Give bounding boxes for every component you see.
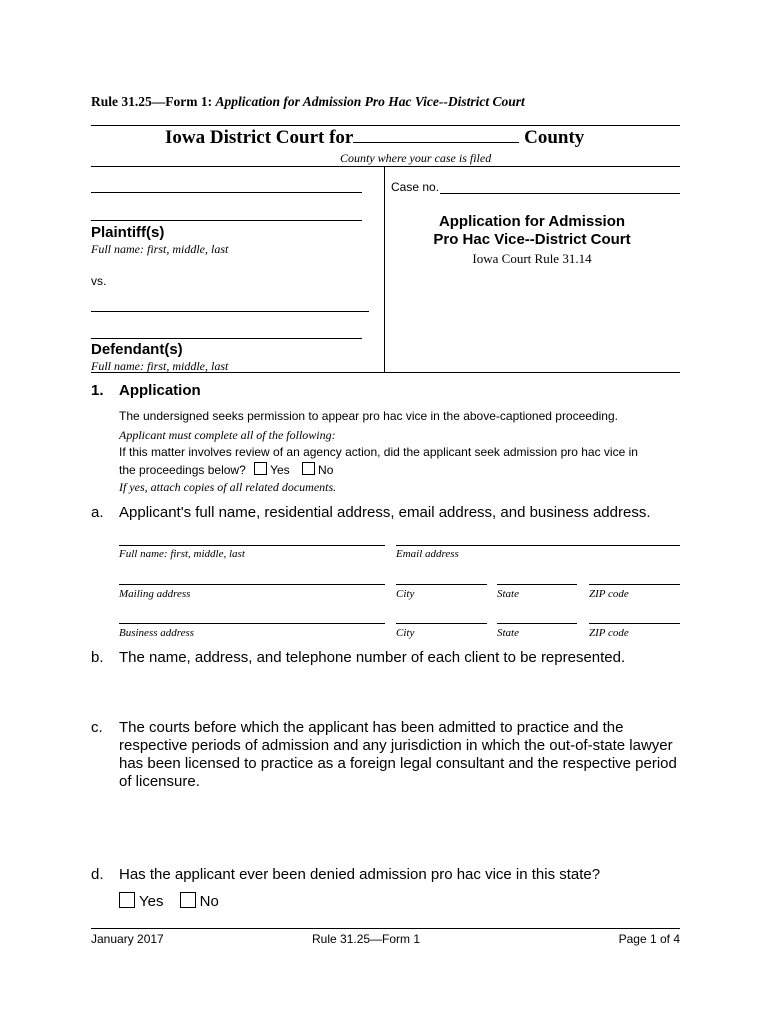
plaintiff-line-1[interactable] (91, 192, 362, 193)
plaintiff-hint: Full name: first, middle, last (91, 242, 229, 256)
agency-no-label: No (318, 463, 334, 477)
agency-yes-checkbox[interactable] (254, 462, 267, 475)
attach-note: If yes, attach copies of all related documents. (119, 480, 337, 494)
court-suffix: County (524, 127, 585, 148)
title-block (384, 213, 680, 249)
item-d-text: Has the applicant ever been denied admission pro hac vice in this state? (119, 866, 601, 883)
email-input[interactable] (396, 545, 680, 546)
mailing-address-input[interactable] (119, 584, 385, 585)
full-name-input[interactable] (119, 545, 385, 546)
rule-header (91, 94, 525, 110)
business-address-label: Business address (119, 627, 195, 639)
must-complete-note: Applicant must complete all of the following: (119, 428, 336, 442)
city-input-2[interactable] (396, 623, 487, 624)
state-label-2: State (497, 627, 519, 639)
section-number: 1. (91, 382, 104, 399)
footer-date: January 2017 (91, 932, 164, 946)
mailing-address-label: Mailing address (119, 588, 191, 600)
defendant-hint: Full name: first, middle, last (91, 359, 229, 373)
zip-label-2: ZIP code (589, 627, 629, 639)
plaintiff-line-2[interactable] (91, 220, 362, 221)
header-divider (91, 125, 680, 126)
defendant-label: Defendant(s) (91, 341, 183, 358)
case-number-input[interactable] (440, 193, 680, 194)
defendant-line-2[interactable] (91, 338, 362, 339)
zip-label-1: ZIP code (589, 588, 629, 600)
court-prefix: Iowa District Court for (165, 127, 354, 148)
footer-page-number: Page 1 of 4 (618, 932, 680, 946)
denied-no-label: No (199, 893, 219, 910)
title-line-1: Application for Admission (438, 213, 626, 230)
denied-options (119, 892, 219, 910)
county-input[interactable] (353, 127, 519, 143)
state-input-1[interactable] (497, 584, 577, 585)
caption-top-divider (91, 166, 680, 167)
defendant-line-1[interactable] (91, 311, 369, 312)
denied-yes-checkbox[interactable] (119, 892, 135, 908)
footer-form: Rule 31.25—Form 1 (312, 932, 421, 946)
business-address-input[interactable] (119, 623, 385, 624)
agency-no-checkbox[interactable] (302, 462, 315, 475)
zip-input-1[interactable] (589, 584, 680, 585)
intro-text: The undersigned seeks permission to appear pro hac vice in the above-captioned proceeding. (119, 409, 618, 423)
state-label-1: State (497, 588, 519, 600)
city-input-1[interactable] (396, 584, 487, 585)
agency-question-text: the proceedings below? (119, 463, 246, 477)
city-label-2: City (396, 627, 415, 639)
item-a-text: Applicant's full name, residential address, email address, and business address. (119, 504, 651, 521)
agency-yes-label: Yes (270, 463, 290, 477)
denied-yes-label: Yes (139, 893, 164, 910)
title-line-2: Pro Hac Vice--District Court (433, 231, 631, 248)
item-c-text: The courts before which the applicant has been admitted to practice and the respective periods of admission and any jurisdiction in which the out-of-state lawyer has been licensed to practice as a foreign legal consultant and the respective period of licensure. (119, 719, 677, 790)
city-label-1: City (396, 588, 415, 600)
agency-question-line-1: If this matter involves review of an agency action, did the applicant seek admission pro hac vice in (119, 445, 638, 459)
item-c-letter: c. (91, 719, 103, 736)
versus-label: vs. (91, 274, 107, 288)
denied-no-checkbox[interactable] (180, 892, 196, 908)
plaintiff-label: Plaintiff(s) (91, 224, 165, 241)
rule-title: Application for Admission Pro Hac Vice--District Court (215, 94, 525, 109)
state-input-2[interactable] (497, 623, 577, 624)
case-number-label: Case no. (391, 180, 440, 194)
zip-input-2[interactable] (589, 623, 680, 624)
agency-question-line-2 (119, 462, 333, 477)
rule-prefix: Rule 31.25—Form 1: (91, 94, 213, 109)
full-name-label: Full name: first, middle, last (119, 548, 245, 560)
item-b-letter: b. (91, 649, 104, 666)
section-heading: Application (119, 382, 201, 399)
item-d-letter: d. (91, 866, 104, 883)
email-label: Email address (396, 548, 459, 560)
court-title (165, 127, 584, 149)
title-rule: Iowa Court Rule 31.14 (472, 251, 592, 266)
caption-vertical-divider (384, 166, 385, 372)
county-hint: County where your case is filed (340, 151, 492, 165)
footer-divider (91, 928, 680, 929)
item-a-letter: a. (91, 504, 104, 521)
item-b-text: The name, address, and telephone number of each client to be represented. (119, 649, 626, 666)
